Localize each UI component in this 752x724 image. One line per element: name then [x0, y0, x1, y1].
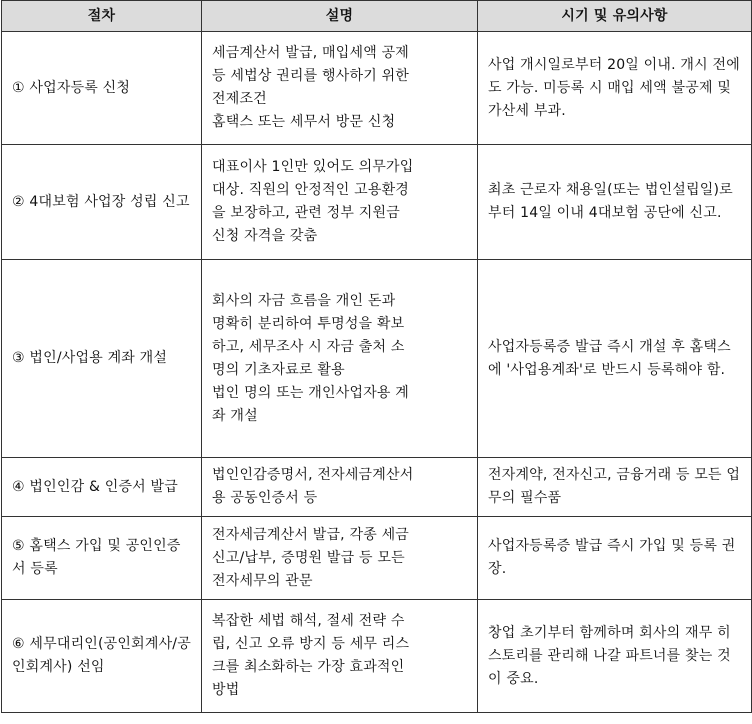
description-cell: [202, 600, 478, 713]
step-cell: ④ 법인인감 & 인증서 발급: [2, 458, 202, 517]
description-line: 용 공동인증서 등: [212, 490, 318, 506]
step-cell: ② 4대보험 사업장 성립 신고: [2, 145, 202, 260]
description-cell: [202, 32, 478, 145]
step-cell: ③ 법인/사업용 계좌 개설: [2, 260, 202, 458]
description-line: 법인 명의 또는 개인사업자용 계: [212, 384, 410, 401]
header-timing: 시기 및 유의사항: [478, 1, 752, 32]
timing-cell: 전자계약, 전자신고, 금융거래 등 모든 업무의 필수품: [478, 458, 752, 517]
table-row: [2, 517, 752, 600]
timing-cell: 사업자등록증 발급 즉시 개설 후 홈택스에 '사업용계좌'로 반드시 등록해야 함.: [478, 260, 752, 458]
description-line: 전자세무의 관문: [212, 572, 313, 589]
step-cell: ⑥ 세무대리인(공인회계사/공인회계사) 선임: [2, 600, 202, 713]
description-line: 전자세금계산서 발급, 각종 세금: [212, 526, 410, 543]
description-cell: [202, 260, 478, 458]
table-row: [2, 260, 752, 458]
header-step: 절차: [2, 1, 202, 32]
description-line: 등 세법상 권리를 행사하기 위한: [212, 68, 410, 84]
description-line: 방법: [212, 682, 240, 698]
description-line: 대표이사 1인만 있어도 의무가입: [212, 159, 414, 175]
description-cell: [202, 458, 478, 517]
table-row: [2, 458, 752, 517]
timing-cell: 사업자등록증 발급 즉시 가입 및 등록 권장.: [478, 517, 752, 600]
description-line: 세금계산서 발급, 매입세액 공제: [212, 45, 410, 61]
description-line: 명확히 분리하여 투명성을 확보: [212, 315, 405, 332]
header-row: [2, 1, 752, 32]
description-line: 신고/납부, 증명원 발급 등 모든: [212, 549, 405, 566]
description-line: 전제조건: [212, 91, 267, 107]
description-line: 하고, 세무조사 시 자금 출처 소: [212, 338, 405, 355]
description-line: 대상. 직원의 안정적인 고용환경: [212, 182, 410, 198]
description-cell: [202, 517, 478, 600]
timing-cell: 최초 근로자 채용일(또는 법인설립일)로부터 14일 이내 4대보험 공단에 신고.: [478, 145, 752, 260]
table-row: [2, 145, 752, 260]
header-description: 설명: [202, 1, 478, 32]
description-line: 명의 기초자료로 활용: [212, 361, 345, 378]
description-cell: [202, 145, 478, 260]
description-line: 법인인감증명서, 전자세금계산서: [212, 467, 414, 483]
procedure-table: [1, 0, 752, 713]
description-line: 을 보장하고, 관련 정부 지원금: [212, 205, 400, 221]
table-row: [2, 600, 752, 713]
step-cell: ① 사업자등록 신청: [2, 32, 202, 145]
step-cell: ⑤ 홈택스 가입 및 공인인증서 등록: [2, 517, 202, 600]
timing-cell: 사업 개시일로부터 20일 이내. 개시 전에도 가능. 미등록 시 매입 세액 불공제 및 가산세 부과.: [478, 32, 752, 145]
description-line: 좌 개설: [212, 407, 258, 424]
timing-cell: 창업 초기부터 함께하며 회사의 재무 히스토리를 관리해 나갈 파트너를 찾는 것이 중요.: [478, 600, 752, 713]
description-line: 립, 신고 오류 방지 등 세무 리스: [212, 636, 410, 652]
description-line: 복잡한 세법 해석, 절세 전략 수: [212, 613, 405, 629]
description-line: 회사의 자금 흐름을 개인 돈과: [212, 292, 396, 309]
description-line: 홈택스 또는 세무서 방문 신청: [212, 114, 396, 130]
table-row: [2, 32, 752, 145]
description-line: 크를 최소화하는 가장 효과적인: [212, 659, 405, 675]
description-line: 신청 자격을 갖춤: [212, 228, 318, 244]
